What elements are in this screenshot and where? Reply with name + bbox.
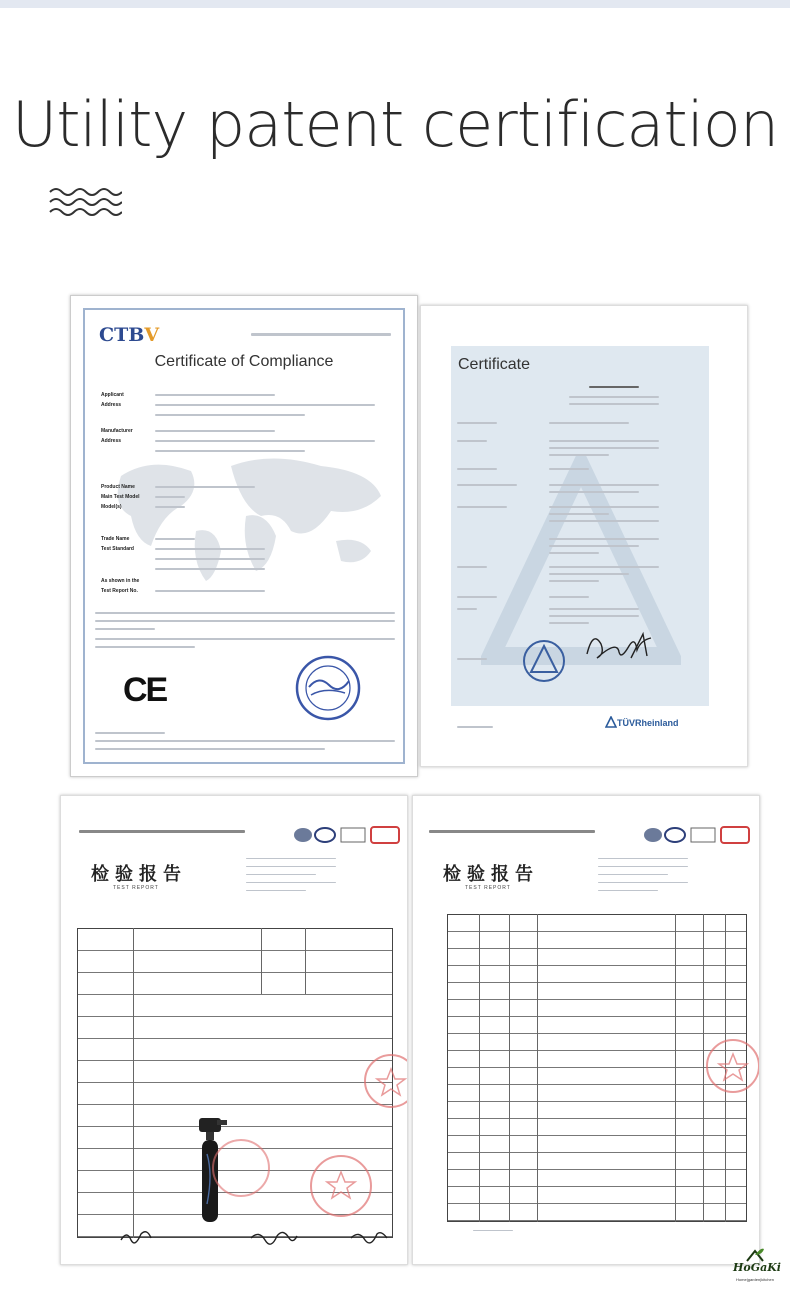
report-left-title: 检验报告: [91, 864, 187, 885]
red-seal-stamp-icon: [307, 1152, 375, 1220]
report-right-table: [447, 914, 747, 1222]
red-seal-stamp-icon: [209, 1136, 273, 1200]
tuv-certificate-image: [420, 305, 748, 767]
page-title: Utility patent certification: [11, 88, 779, 161]
accreditation-logos-icon: [643, 826, 753, 844]
tuv-certificate-title: Certificate: [458, 356, 531, 373]
test-report-left-image: [60, 795, 408, 1265]
blue-seal-stamp-icon: [293, 653, 363, 723]
report-right-subtitle: TEST REPORT: [465, 885, 511, 891]
ce-mark: CE: [123, 671, 167, 709]
ctbv-certificate-image: CTBV Certificate of Compliance Applicant Address Manufacturer Address Product Name Main Test Model Model(s) Trade Name Test Standard As shown in the Test Report No. CE: [70, 295, 418, 777]
handwritten-signatures-icon: [101, 1222, 401, 1252]
tuv-seal-stamp-icon: [521, 638, 567, 684]
tuv-logo-icon: [605, 716, 617, 728]
ctbv-logo: CTBV: [99, 324, 160, 346]
tuv-brand-label: TÜVRheinland: [617, 718, 679, 728]
world-map-watermark: [101, 446, 391, 586]
report-left-subtitle: TEST REPORT: [113, 885, 159, 891]
wave-decoration-icon: [48, 186, 122, 220]
signature-icon: [581, 628, 661, 662]
hogaki-tagline: Home|garden|kitchen: [736, 1277, 774, 1282]
report-right-title: 检验报告: [443, 864, 539, 885]
red-seal-stamp-icon: [361, 1051, 408, 1111]
red-seal-stamp-icon: [703, 1036, 760, 1096]
ctbv-certificate-title: Certificate of Compliance: [154, 353, 334, 370]
hogaki-watermark: [733, 1247, 781, 1293]
hogaki-brand: HoGaKi: [733, 1261, 781, 1274]
top-bar: [0, 0, 790, 8]
test-report-right-image: [412, 795, 760, 1265]
accreditation-logos-icon: [293, 826, 403, 844]
